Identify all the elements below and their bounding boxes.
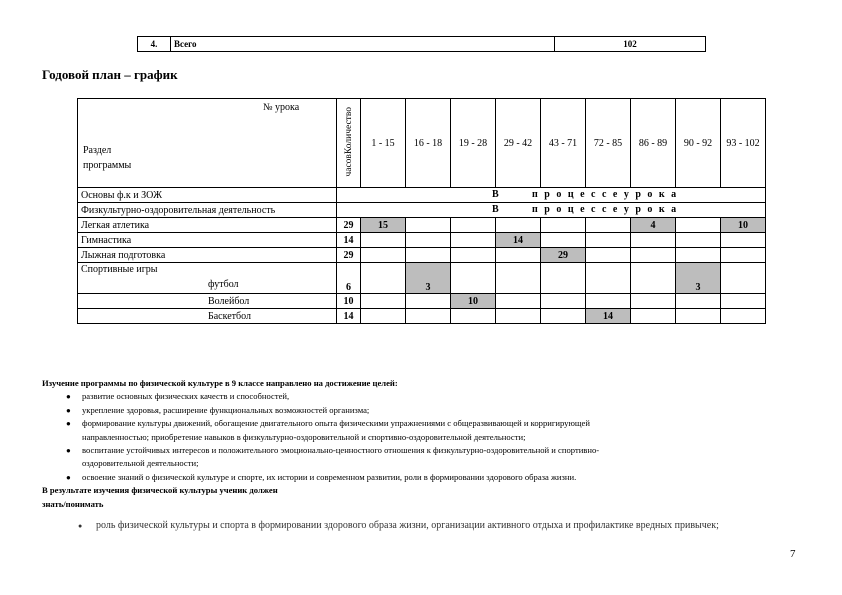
header-range: 93 - 102 <box>721 99 766 188</box>
total-row <box>138 37 706 52</box>
table-cell <box>586 248 631 263</box>
header-hours: часовКоличество <box>343 106 354 177</box>
header-range: 29 - 42 <box>496 99 541 188</box>
table-cell <box>586 233 631 248</box>
header-range: 19 - 28 <box>451 99 496 188</box>
row-hours: 29 <box>337 218 361 233</box>
row-hours: 29 <box>337 248 361 263</box>
table-cell <box>361 233 406 248</box>
table-cell <box>631 233 676 248</box>
plan-table <box>77 98 766 324</box>
process-row <box>78 203 766 218</box>
list-item-text: оздоровительной деятельности; <box>82 458 199 469</box>
table-cell <box>541 263 586 294</box>
row-label: Физкультурно-оздоровительная деятельность <box>78 203 337 218</box>
bullet-icon: ● <box>66 446 71 456</box>
table-cell <box>631 263 676 294</box>
table-cell <box>721 263 766 294</box>
list-item-text: укрепление здоровья, расширение функциональных возможностей организма; <box>82 404 370 415</box>
table-cell <box>361 263 406 294</box>
total-table <box>137 36 706 52</box>
table-cell <box>721 294 766 309</box>
table-cell <box>541 309 586 324</box>
header-range: 43 - 71 <box>541 99 586 188</box>
table-cell: 3 <box>676 263 721 294</box>
table-cell <box>676 248 721 263</box>
header-program: программы <box>83 160 132 171</box>
row-label: футбол <box>208 279 239 290</box>
header-corner-cell <box>78 99 337 188</box>
table-cell <box>721 248 766 263</box>
table-row <box>78 263 766 294</box>
row-label: Гимнастика <box>78 233 337 248</box>
process-v: В <box>492 204 499 215</box>
row-label: Легкая атлетика <box>78 218 337 233</box>
table-cell <box>721 309 766 324</box>
row-hours: 14 <box>337 309 361 324</box>
header-range: 90 - 92 <box>676 99 721 188</box>
table-cell <box>586 294 631 309</box>
table-cell <box>451 263 496 294</box>
table-cell <box>406 294 451 309</box>
plan-header-row <box>78 99 766 188</box>
list-item <box>62 457 802 470</box>
row-label: Волейбол <box>78 294 337 309</box>
row-label: Основы ф.к и ЗОЖ <box>78 188 337 203</box>
table-cell <box>451 218 496 233</box>
table-cell: 29 <box>541 248 586 263</box>
list-item-text: формирование культуры движений, обогащение двигательного опыта физическими упражнениями с общеразвивающей и корригирующей <box>82 418 590 429</box>
header-range: 16 - 18 <box>406 99 451 188</box>
table-cell <box>496 309 541 324</box>
table-cell: 3 <box>406 263 451 294</box>
table-row <box>78 294 766 309</box>
total-label: Всего <box>171 37 555 52</box>
table-cell <box>541 233 586 248</box>
list-item-text: развитие основных физических качеств и способностей, <box>82 391 290 402</box>
bullet-icon: ● <box>66 419 71 429</box>
table-cell <box>361 248 406 263</box>
table-cell: 15 <box>361 218 406 233</box>
process-text: п р о ц е с с е у р о к а <box>532 204 679 215</box>
table-cell <box>631 294 676 309</box>
table-cell <box>406 233 451 248</box>
process-v: В <box>492 189 499 200</box>
table-cell: 10 <box>451 294 496 309</box>
table-cell <box>496 294 541 309</box>
know-item <box>78 520 793 532</box>
goals-list <box>42 390 802 484</box>
page-number: 7 <box>790 548 796 560</box>
header-lesson-no: № урока <box>263 102 300 113</box>
process-cell <box>337 188 766 203</box>
header-range: 72 - 85 <box>586 99 631 188</box>
bullet-icon: ● <box>66 472 71 482</box>
know-item-text: роль физической культуры и спорта в формировании здорового образа жизни, организации активного отдыха и профилактике вредных привычек; <box>96 520 719 531</box>
table-cell <box>451 233 496 248</box>
table-cell <box>406 218 451 233</box>
table-cell <box>406 248 451 263</box>
total-value: 102 <box>555 37 706 52</box>
total-num: 4. <box>138 37 171 52</box>
table-cell: 10 <box>721 218 766 233</box>
table-cell <box>451 248 496 263</box>
row-label-cell <box>78 263 337 294</box>
process-row <box>78 188 766 203</box>
know-line: знать/понимать <box>42 498 104 509</box>
table-cell: 14 <box>586 309 631 324</box>
bullet-icon: ● <box>66 405 71 415</box>
table-cell <box>676 233 721 248</box>
header-range: 1 - 15 <box>361 99 406 188</box>
header-hours-cell <box>337 99 361 188</box>
row-hours: 14 <box>337 233 361 248</box>
table-row <box>78 218 766 233</box>
table-cell <box>541 294 586 309</box>
table-row <box>78 309 766 324</box>
bullet-icon: ● <box>78 522 83 530</box>
header-range: 86 - 89 <box>631 99 676 188</box>
table-cell <box>496 248 541 263</box>
table-cell <box>361 294 406 309</box>
row-label: Баскетбол <box>78 309 337 324</box>
table-cell: 14 <box>496 233 541 248</box>
table-cell <box>406 309 451 324</box>
list-item <box>62 444 802 457</box>
sport-games-label: Спортивные игры <box>81 264 158 275</box>
table-cell <box>586 263 631 294</box>
list-item <box>62 431 802 444</box>
list-item-text: воспитание устойчивых интересов и положительного эмоционально-ценностного отношения к физкультурно-оздоровительной и спортивно- <box>82 445 600 456</box>
result-line: В результате изучения физической культуры ученик должен <box>42 485 278 496</box>
table-cell <box>541 218 586 233</box>
body-text <box>42 377 802 511</box>
table-cell <box>676 294 721 309</box>
list-item <box>62 390 802 403</box>
row-hours: 10 <box>337 294 361 309</box>
table-cell <box>496 263 541 294</box>
row-hours: 6 <box>337 263 361 294</box>
table-cell <box>631 309 676 324</box>
table-cell <box>631 248 676 263</box>
bullet-icon: ● <box>66 392 71 402</box>
table-cell: 4 <box>631 218 676 233</box>
table-cell <box>361 309 406 324</box>
row-label: Лыжная подготовка <box>78 248 337 263</box>
table-row <box>78 248 766 263</box>
table-cell <box>496 218 541 233</box>
table-cell <box>586 218 631 233</box>
list-item <box>62 417 802 430</box>
process-text: п р о ц е с с е у р о к а <box>532 189 679 200</box>
list-item-text: освоение знаний о физической культуре и спорте, их истории и современном развитии, роли в формировании здорового образа жизни. <box>82 471 577 482</box>
table-cell <box>721 233 766 248</box>
table-cell <box>676 218 721 233</box>
list-item <box>62 404 802 417</box>
header-section: Раздел <box>83 145 112 156</box>
intro-line: Изучение программы по физической культуре в 9 классе направлено на достижение целей: <box>42 378 398 388</box>
table-row <box>78 233 766 248</box>
list-item-text: направленностью; приобретение навыков в физкультурно-оздоровительной и спортивно-оздоровительной деятельности; <box>82 431 526 442</box>
page-title: Годовой план – график <box>42 67 178 82</box>
process-cell <box>337 203 766 218</box>
table-cell <box>451 309 496 324</box>
list-item <box>62 471 802 484</box>
table-cell <box>676 309 721 324</box>
